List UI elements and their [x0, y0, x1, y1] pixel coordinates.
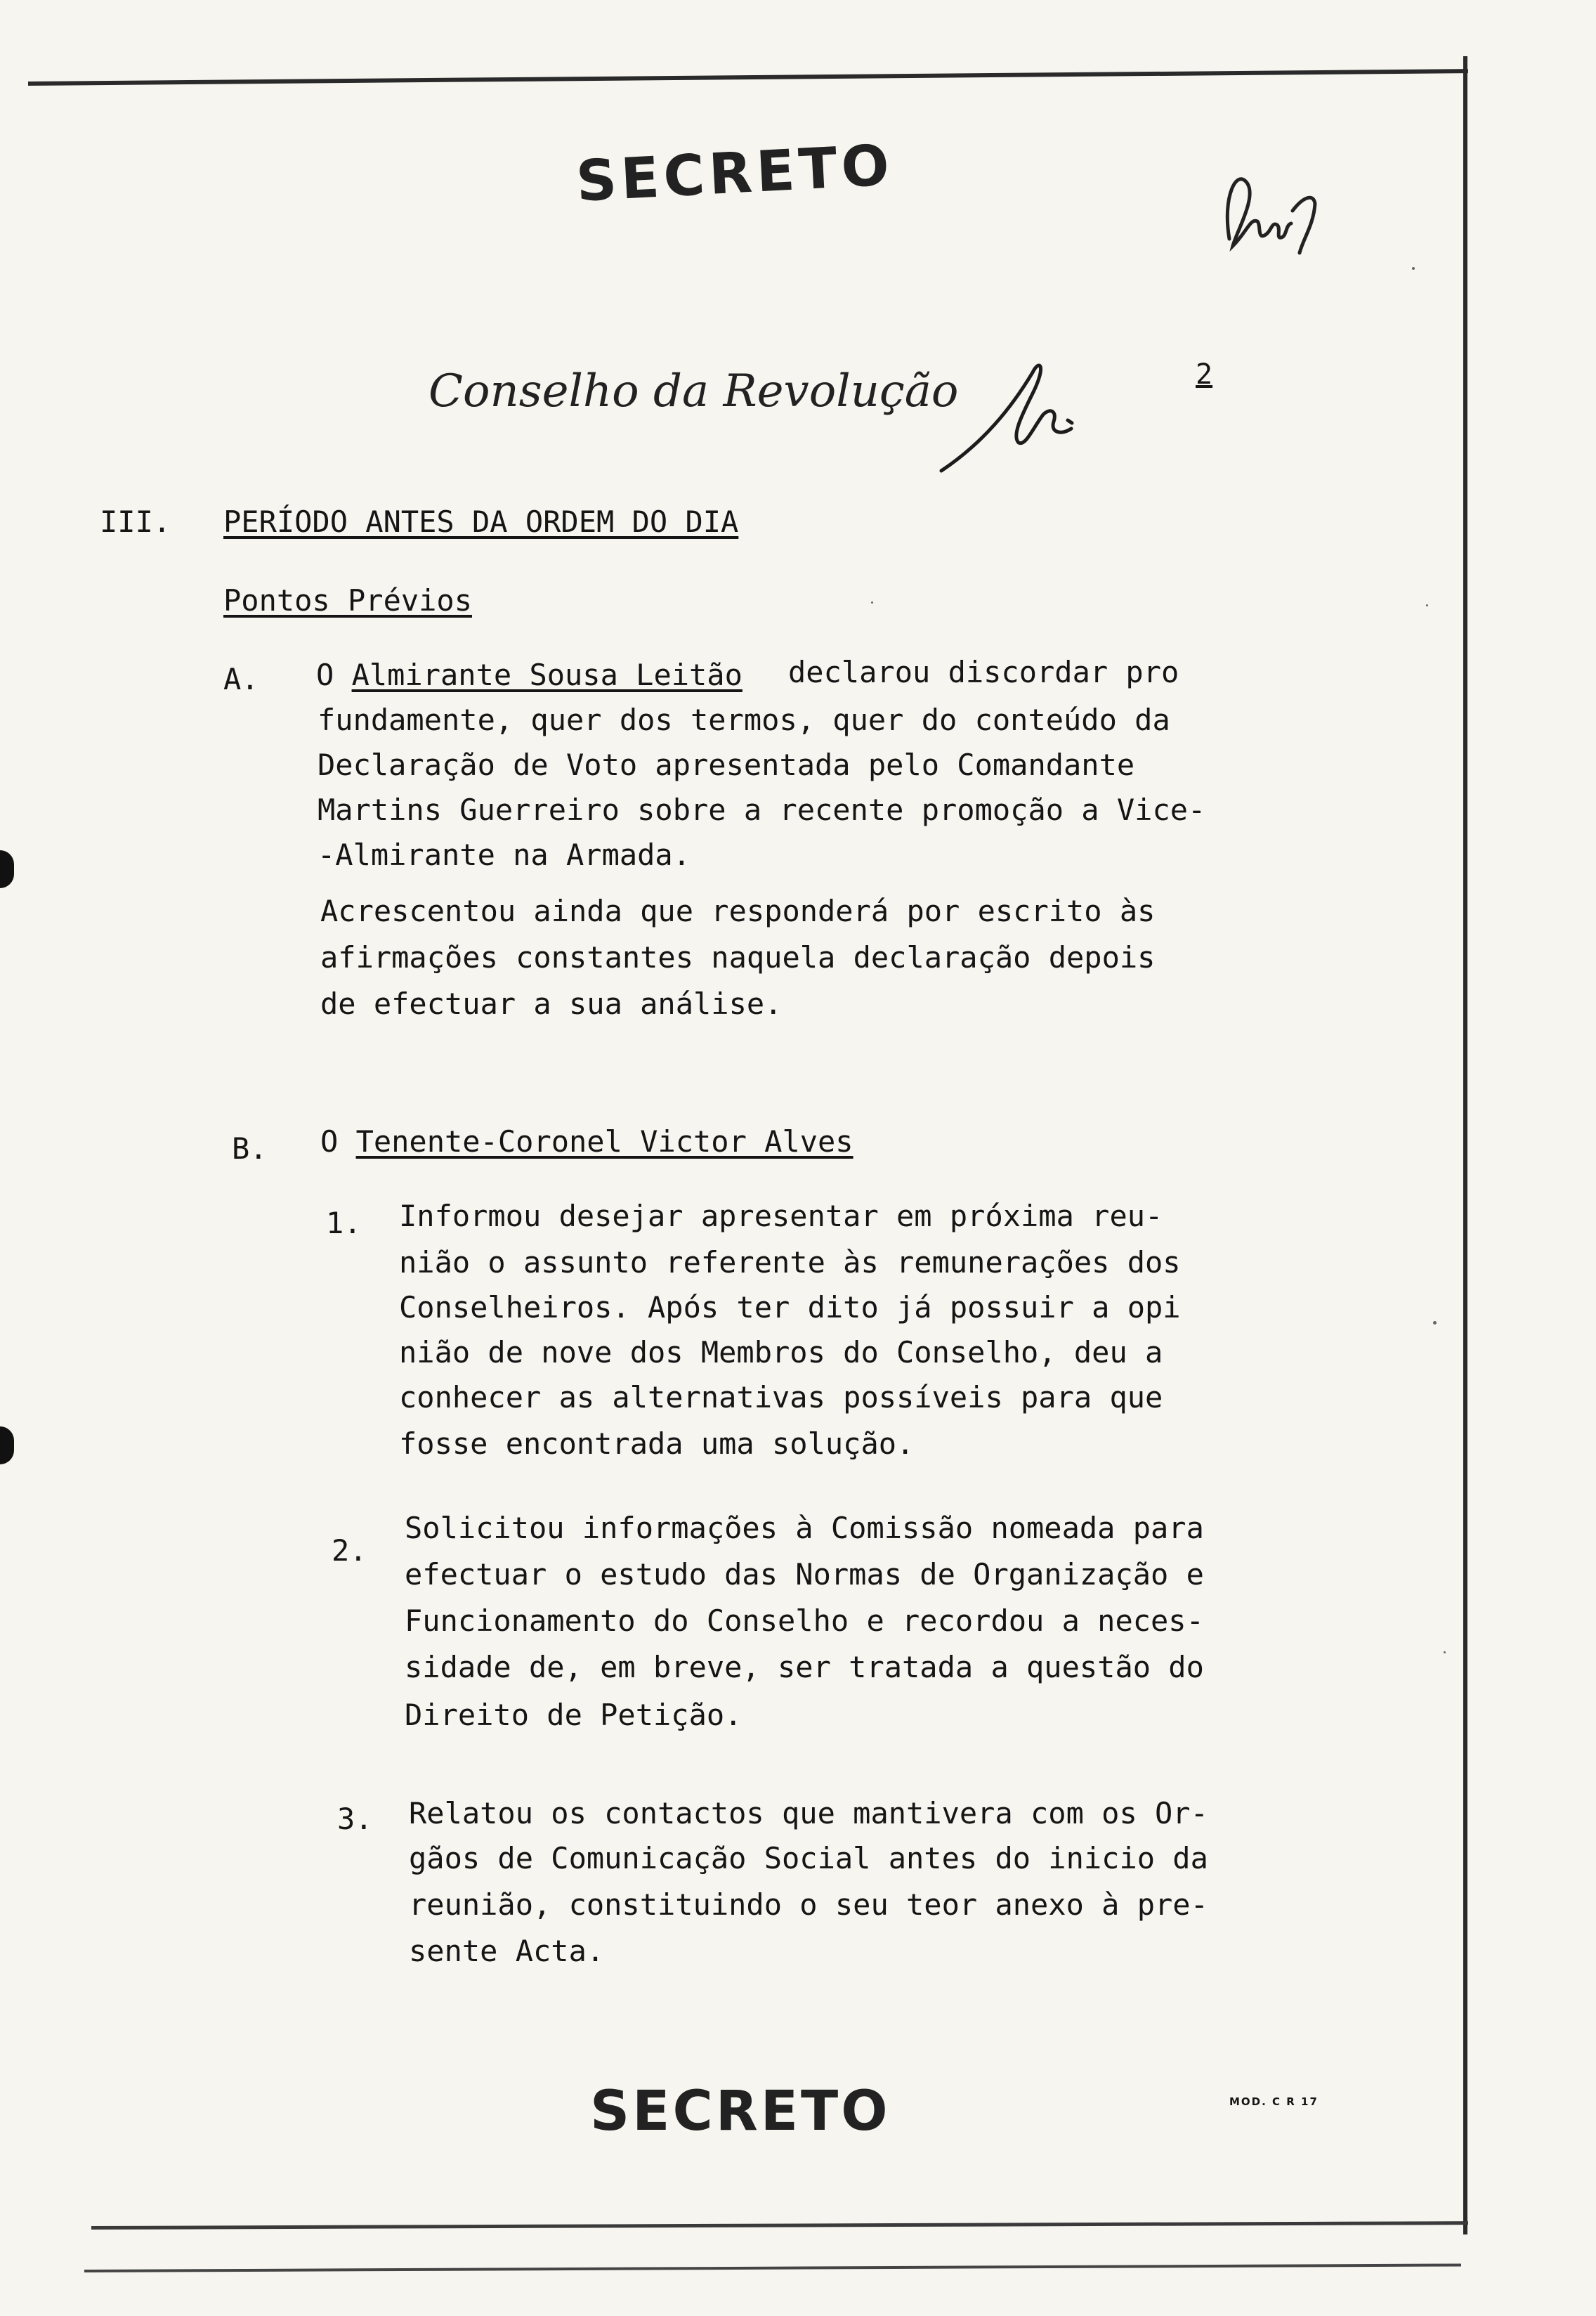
item-a-label: A.	[223, 662, 259, 696]
item-b-point-line: Direito de Petição.	[405, 1698, 743, 1732]
item-a-person-name: Almirante Sousa Leitão	[351, 658, 743, 692]
page-border-right	[1463, 56, 1467, 2234]
classification-stamp-bottom: SECRETO	[590, 2080, 891, 2143]
item-a-lead-prefix: O	[316, 658, 352, 692]
punch-hole-icon	[0, 850, 14, 888]
item-a-line: -Almirante na Armada.	[318, 838, 691, 872]
item-a-para2-line: afirmações constantes naquela declaração depois	[320, 940, 1156, 975]
scan-speck	[1426, 604, 1428, 606]
scan-speck	[871, 601, 873, 604]
page-border-top	[28, 69, 1468, 86]
letterhead-title: Conselho da Revolução	[429, 365, 959, 417]
item-b-point-line: conhecer as alternativas possíveis para que	[399, 1380, 1163, 1414]
item-b-point-line: Conselheiros. Após ter dito já possuir a opi	[399, 1290, 1181, 1325]
item-b-label: B.	[232, 1131, 268, 1166]
item-b-point-line: nião de nove dos Membros do Conselho, deu a	[399, 1335, 1163, 1370]
item-b-person-name: Tenente-Coronel Victor Alves	[355, 1124, 853, 1159]
section-title: PERÍODO ANTES DA ORDEM DO DIA	[223, 505, 739, 539]
scan-speck	[1412, 267, 1415, 270]
item-b-point-line: sidade de, em breve, ser tratada a questão do	[405, 1650, 1204, 1684]
item-a-line: Declaração de Voto apresentada pelo Comandante	[318, 748, 1135, 782]
item-b-point-line: sente Acta.	[409, 1934, 605, 1968]
item-a-line: declarou discordar pro	[788, 655, 1179, 689]
item-b-point-line: Funcionamento do Conselho e recordou a neces-	[405, 1603, 1204, 1638]
handwritten-initials-icon	[1208, 155, 1328, 267]
item-b-point-line: gãos de Comunicação Social antes do inicio da	[409, 1841, 1208, 1875]
item-b-point-line: fosse encontrada uma solução.	[399, 1426, 915, 1461]
item-b-point-number: 2.	[332, 1533, 367, 1568]
classification-stamp-top: SECRETO	[574, 132, 895, 214]
form-code: MOD. C R 17	[1229, 2095, 1319, 2108]
scan-speck	[1433, 1321, 1437, 1325]
item-b-point-line: Informou desejar apresentar em próxima reu-	[399, 1199, 1163, 1233]
item-b-point-number: 1.	[326, 1206, 362, 1240]
item-b-lead	[320, 1124, 853, 1159]
item-b-point-line: Relatou os contactos que mantivera com os Or-	[409, 1796, 1208, 1830]
item-a-line: fundamente, quer dos termos, quer do conteúdo da	[318, 703, 1170, 737]
punch-hole-icon	[0, 1426, 14, 1464]
item-b-point-line: efectuar o estudo das Normas de Organização e	[405, 1557, 1204, 1592]
handwritten-signature-icon	[927, 344, 1096, 485]
item-b-point-line: reunião, constituindo o seu teor anexo à pre-	[409, 1887, 1208, 1922]
page-number: 2	[1196, 358, 1213, 391]
item-b-point-line: nião o assunto referente às remunerações dos	[399, 1245, 1181, 1280]
page-border-bottom	[91, 2221, 1468, 2230]
scan-speck	[1444, 1651, 1446, 1653]
item-a-lead	[316, 658, 743, 692]
item-b-point-line: Solicitou informações à Comissão nomeada para	[405, 1511, 1204, 1545]
section-subtitle: Pontos Prévios	[223, 583, 473, 618]
item-b-lead-prefix: O	[320, 1124, 356, 1159]
page-edge-bottom	[84, 2263, 1461, 2272]
item-a-line: Martins Guerreiro sobre a recente promoção a Vice-	[318, 793, 1206, 827]
item-a-para2-line: Acrescentou ainda que responderá por escrito às	[320, 894, 1156, 928]
item-b-point-number: 3.	[337, 1802, 373, 1836]
section-number: III.	[100, 505, 171, 539]
item-a-para2-line: de efectuar a sua análise.	[320, 987, 783, 1021]
